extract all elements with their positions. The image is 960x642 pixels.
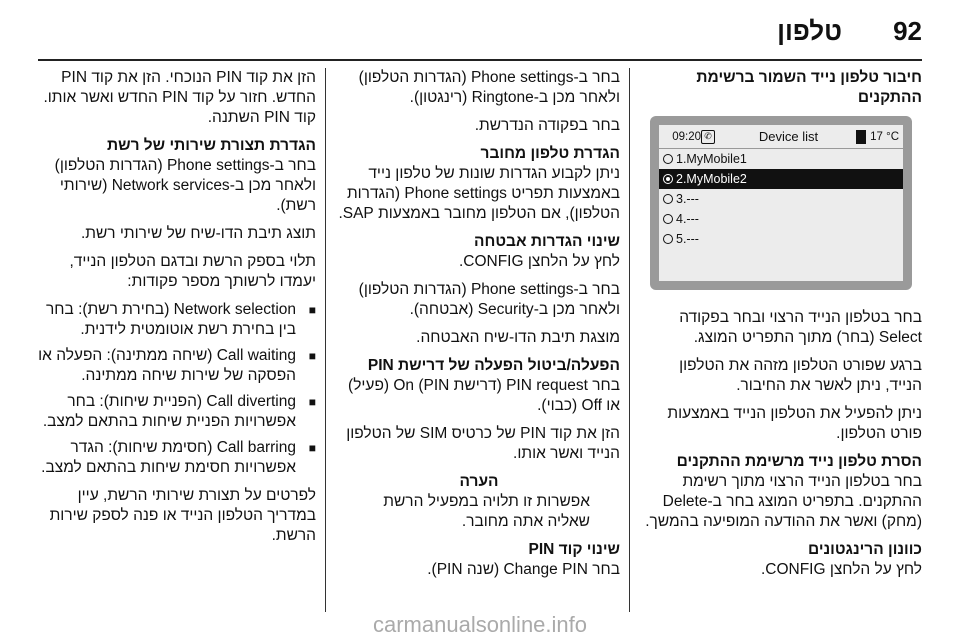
paragraph: ניתן לקבוע הגדרות שונות של טלפון נייד באמצעות תפריט Phone settings (הגדרות הטלפון), אם הטלפון מחובר באמצעות SAP. [338, 165, 620, 222]
paragraph: הזן את קוד PIN של כרטיס SIM של הטלפון הנייד ואשר אותו. [346, 425, 620, 462]
heading-security: שינוי הגדרות אבטחה [474, 233, 620, 250]
device-list-item[interactable] [659, 229, 903, 249]
paragraph: בחר ב-Phone settings (הגדרות הטלפון) ולאחר מכן ב-Security (אבטחה). [358, 281, 620, 318]
heading-change-pin: שינוי קוד PIN [528, 541, 620, 558]
heading-ringtones: כוונון הרינגטונים [807, 541, 922, 558]
screen-status-bar [659, 125, 903, 149]
heading-remove-phone: הסרת טלפון נייד מרשימת ההתקנים [676, 453, 922, 470]
paragraph: ברגע שפורט הטלפון מזהה את הטלפון הנייד, ניתן לאשר את החיבור. [679, 357, 922, 394]
phone-icon: ✆ [701, 130, 715, 144]
note-body: אפשרות זו תלויה במפעיל הרשת שאליה אתה מחובר. [383, 493, 590, 530]
device-list-item[interactable] [659, 149, 903, 169]
paragraph: לחץ על הלחצן CONFIG. [760, 561, 922, 578]
device-label: 2.MyMobile2 [676, 172, 747, 186]
heading-connect-phone: חיבור טלפון נייד השמור ברשימת ההתקנים [696, 69, 922, 106]
running-title: טלפון [777, 16, 842, 46]
paragraph: בחר ב-Phone settings (הגדרות הטלפון) ולאחר מכן ב-Network services (שירותי רשת). [54, 157, 316, 214]
header-rule [38, 59, 922, 61]
paragraph: בחר בטלפון הנייד הרצוי מתוך רשימת ההתקנים. בתפריט המוצג בחר ב-Delete (מחק) ואשר את ההודעה המופיעה בהמשך. [645, 473, 922, 530]
paragraph: בחר בטלפון הנייד הרצוי ובחר בפקודה Select (בחר) מתוך התפריט המוצג. [679, 309, 922, 346]
heading-connected-phone: הגדרת טלפון מחובר [480, 145, 620, 162]
column-divider [629, 68, 630, 612]
screen-display [659, 125, 903, 281]
note-title: הערה [459, 473, 499, 490]
device-list-screen [650, 116, 912, 290]
paragraph: בחר ב-Phone settings (הגדרות הטלפון) ולאחר מכן ב-Ringtone (רינגטון). [358, 69, 620, 106]
device-list-item[interactable] [659, 209, 903, 229]
screen-temperature: 17 °C [870, 130, 899, 143]
heading-network-services: הגדרת תצורת שירותי של רשת [106, 137, 316, 154]
paragraph: בחר PIN request (דרישת PIN) On (פעיל) או Off (כבוי). [348, 377, 620, 414]
screen-title: Device list [758, 128, 819, 144]
paragraph: מוצגת תיבת הדו-שיח האבטחה. [416, 329, 620, 346]
left-column [34, 68, 316, 612]
page-number: 92 [893, 16, 922, 46]
device-label: 5.--- [676, 232, 699, 246]
radio-icon [663, 154, 673, 164]
paragraph: תלוי בספק הרשת ובדגם הטלפון הנייד, יעמדו לרשותך מספר פקודות: [69, 253, 316, 290]
footer-watermark: carmanualsonline.info [372, 612, 588, 637]
list-item: ■ Call waiting (שיחה ממתינה): הפעלה או הפסקה של שירות שיחה ממתינה. [34, 346, 316, 386]
signal-icon [856, 130, 866, 144]
paragraph: בחר Change PIN (שנה PIN). [427, 561, 620, 578]
paragraph: לחץ על הלחצן CONFIG. [458, 253, 620, 270]
heading-pin-request: הפעלה/ביטול הפעלה של דרישת PIN [367, 357, 620, 374]
device-list-item-selected[interactable] [659, 169, 903, 189]
radio-selected-icon [663, 174, 673, 184]
middle-column [338, 68, 620, 612]
list-item: ■ Call barring (חסימת שיחות): הגדר אפשרויות חסימת שיחות בהתאם למצב. [34, 438, 316, 478]
radio-icon [663, 234, 673, 244]
paragraph: הזן את קוד PIN הנוכחי. הזן את קוד PIN החדש. חזור על קוד PIN החדש ואשר אותו. קוד PIN השתנה. [43, 69, 316, 126]
radio-icon [663, 214, 673, 224]
network-commands-list [34, 300, 316, 478]
paragraph: ניתן להפעיל את הטלפון הנייד באמצעות פורט הטלפון. [667, 405, 922, 442]
page-header [0, 12, 960, 52]
list-item: ■ Network selection (בחירת רשת): בחר בין בחירת רשת אוטומטית לידנית. [34, 300, 316, 340]
device-label: 3.--- [676, 192, 699, 206]
paragraph: בחר בפקודה הנדרשת. [474, 117, 620, 134]
list-item: ■ Call diverting (הפניית שיחות): בחר אפשרויות הפניית שיחות בהתאם למצב. [34, 392, 316, 432]
right-column [640, 68, 922, 612]
paragraph: לפרטים על תצורת שירותי הרשת, עיין במדריך הטלפון הנייד או פנה לספק שירות הרשת. [49, 487, 316, 544]
paragraph: תוצג תיבת הדו-שיח של שירותי רשת. [80, 225, 316, 242]
screen-time: 09:20 [672, 130, 701, 143]
radio-icon [663, 194, 673, 204]
column-divider [325, 68, 326, 612]
device-label: 4.--- [676, 212, 699, 226]
device-list-item[interactable] [659, 189, 903, 209]
device-label: 1.MyMobile1 [676, 152, 747, 166]
